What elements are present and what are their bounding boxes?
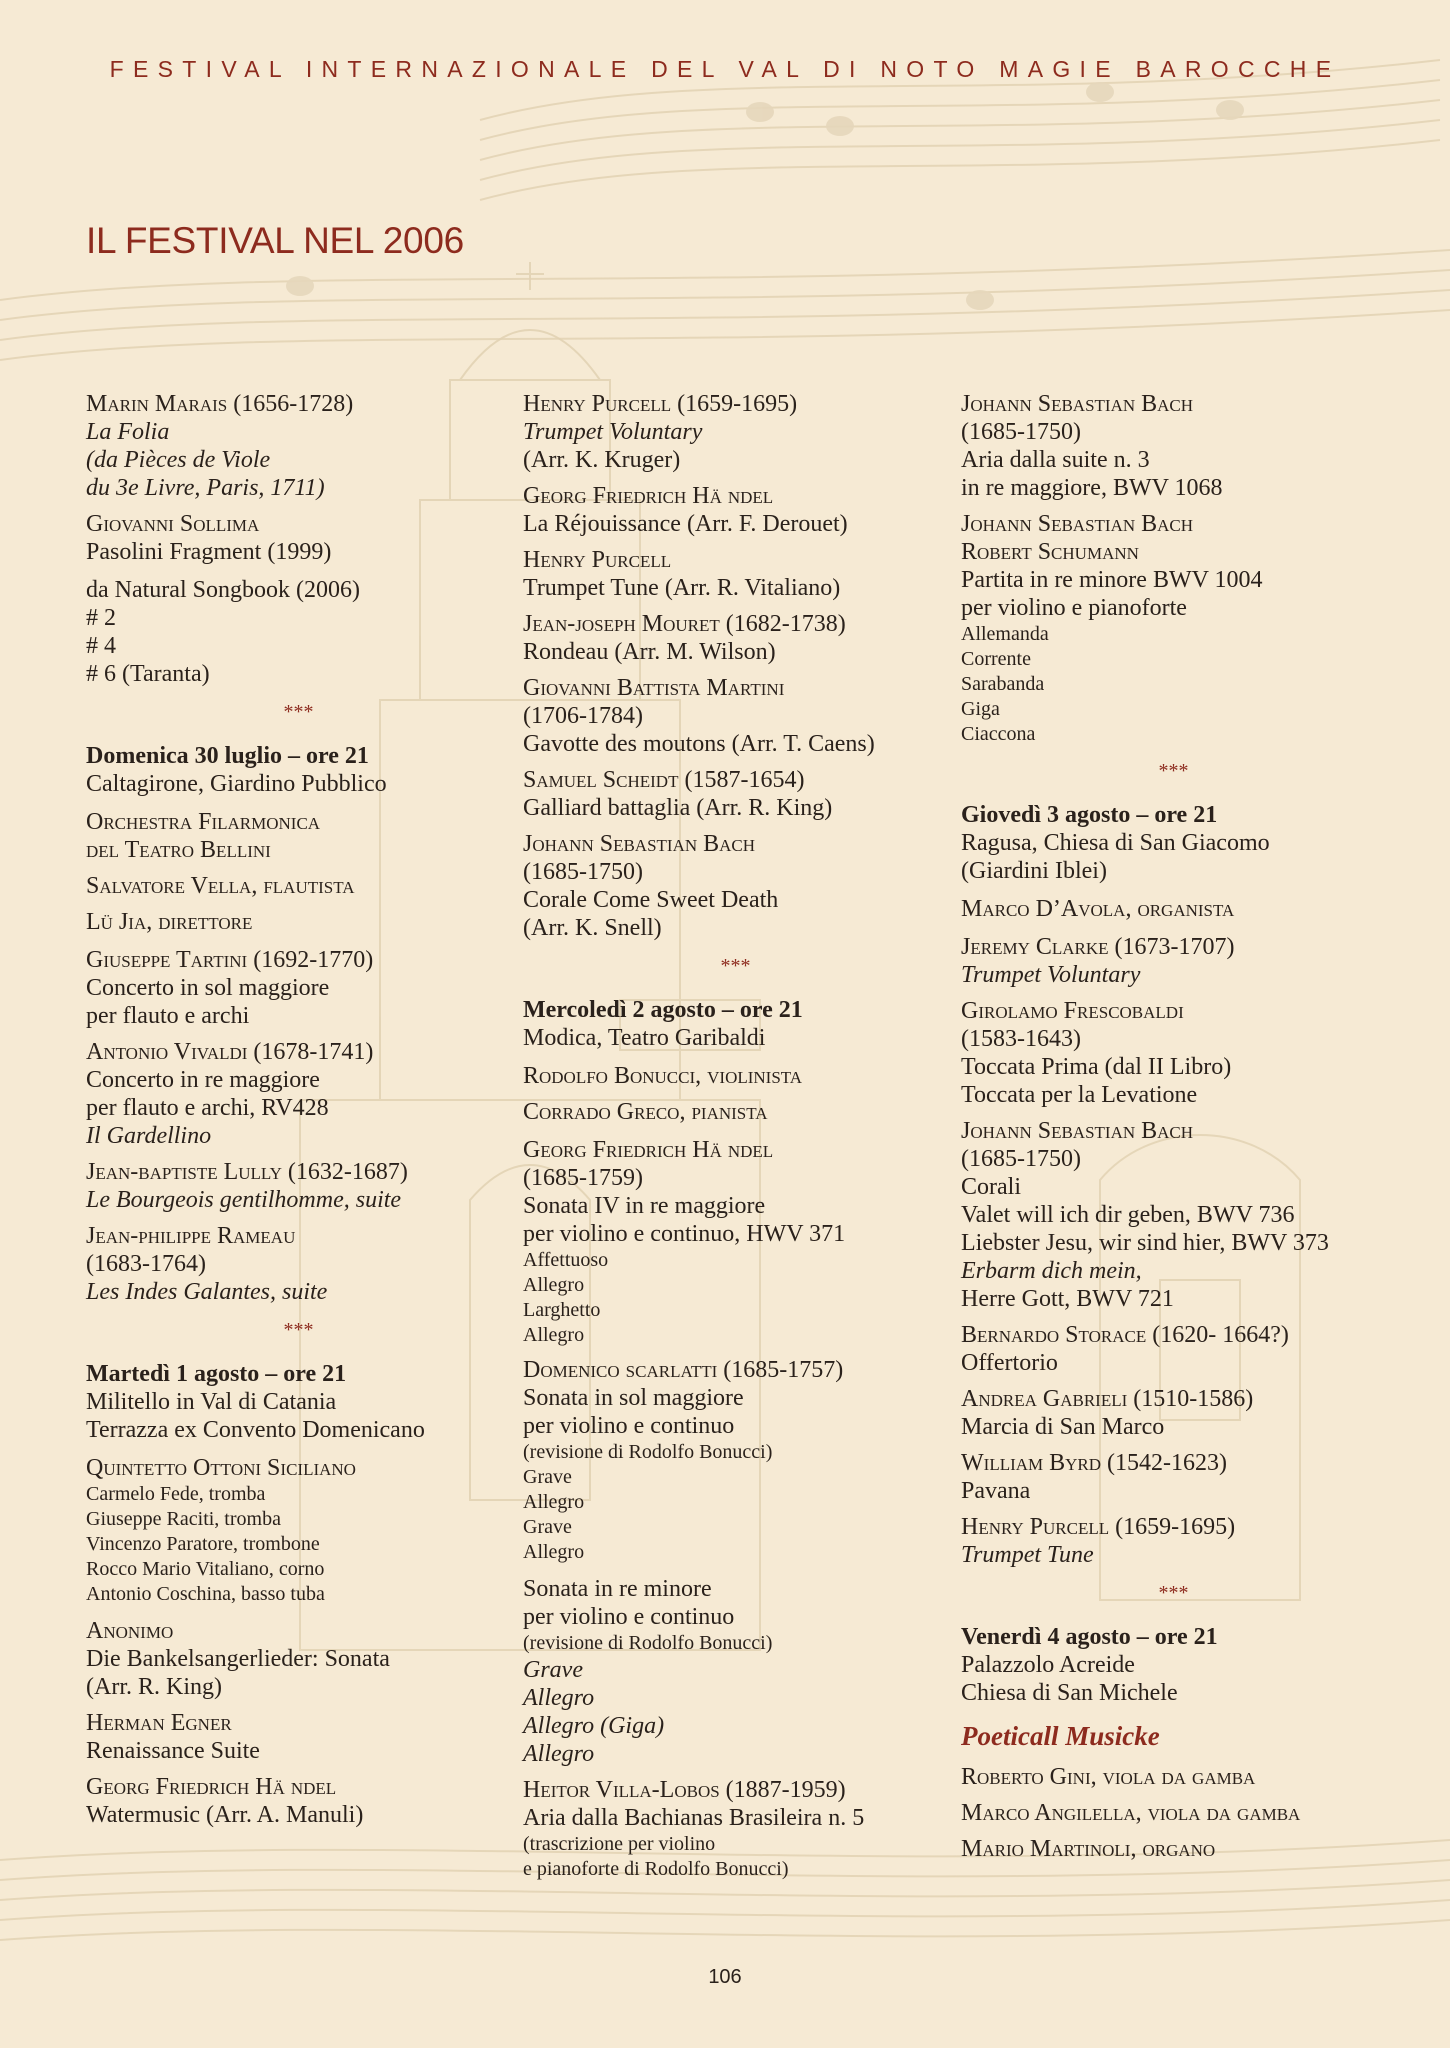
program-line: Palazzolo Acreide: [961, 1652, 1135, 1678]
composer-line: Johann Sebastian Bach: [523, 831, 756, 857]
program-line: (Giardini Iblei): [961, 858, 1107, 884]
composer-line: William Byrd (1542-1623): [961, 1450, 1228, 1476]
movement-line: (trascrizione per violino: [523, 1833, 716, 1855]
composer-line: Jean-baptiste Lully (1632-1687): [86, 1159, 408, 1185]
composer-line: Andrea Gabrieli (1510-1586): [961, 1386, 1254, 1412]
composer-line: Johann Sebastian Bach: [961, 1118, 1194, 1144]
program-line-italic: Erbarm dich mein,: [961, 1258, 1142, 1284]
program-line: per violino e continuo: [523, 1413, 735, 1439]
program-line: # 2: [86, 605, 116, 631]
program-line: Valet will ich dir geben, BWV 736: [961, 1202, 1295, 1228]
movement-line: Allemanda: [961, 623, 1049, 645]
separator-stars: ***: [283, 701, 314, 723]
composer-line: Orchestra Filarmonica: [86, 809, 321, 835]
program-line: (1583-1643): [961, 1026, 1081, 1052]
movement-line: e pianoforte di Rodolfo Bonucci): [523, 1858, 789, 1880]
program-line: (1706-1784): [523, 703, 643, 729]
program-line: da Natural Songbook (2006): [86, 577, 360, 603]
program-line: Offertorio: [961, 1350, 1058, 1376]
program-line: Partita in re minore BWV 1004: [961, 567, 1263, 593]
program-line: Toccata per la Levatione: [961, 1082, 1198, 1108]
program-line-italic: Trumpet Voluntary: [523, 419, 703, 445]
composer-line: Quintetto Ottoni Siciliano: [86, 1455, 356, 1481]
composer-line: Johann Sebastian Bach: [961, 391, 1194, 417]
movement-line: (revisione di Rodolfo Bonucci): [523, 1632, 773, 1654]
program-line: Militello in Val di Catania: [86, 1389, 337, 1415]
composer-line: Henry Purcell: [523, 547, 672, 573]
page-title: IL FESTIVAL NEL 2006: [86, 220, 464, 261]
composer-line: Heitor Villa-Lobos (1887-1959): [523, 1777, 846, 1803]
movement-line: Affettuoso: [523, 1249, 609, 1271]
program-column-1: [86, 390, 511, 1829]
composer-line: Giovanni Battista Martini: [523, 675, 785, 701]
program-line-italic: Allegro: [523, 1685, 595, 1711]
program-line: Pavana: [961, 1478, 1031, 1504]
program-line-italic: Grave: [523, 1657, 583, 1683]
program-column-3: [961, 390, 1386, 1863]
composer-line: Lü Jia, direttore: [86, 909, 253, 935]
program-line: # 4: [86, 633, 116, 659]
program-line: Sonata IV in re maggiore: [523, 1193, 766, 1219]
program-line: Aria dalla Bachianas Brasileira n. 5: [523, 1805, 865, 1831]
program-line: Chiesa di San Michele: [961, 1680, 1178, 1706]
program-line: Toccata Prima (dal II Libro): [961, 1054, 1232, 1080]
program-line: (Arr. R. King): [86, 1674, 222, 1700]
program-line: Ragusa, Chiesa di San Giacomo: [961, 830, 1270, 856]
program-line: Galliard battaglia (Arr. R. King): [523, 795, 833, 821]
program-line-italic: Les Indes Galantes, suite: [86, 1279, 328, 1305]
composer-line: Antonio Vivaldi (1678-1741): [86, 1039, 374, 1065]
program-line: per violino e continuo: [523, 1604, 735, 1630]
composer-line: Marin Marais (1656-1728): [86, 391, 354, 417]
program-line: Corale Come Sweet Death: [523, 887, 779, 913]
program-line: per flauto e archi, RV428: [86, 1095, 329, 1121]
program-line: Modica, Teatro Garibaldi: [523, 1025, 766, 1051]
movement-line: Antonio Coschina, basso tuba: [86, 1583, 325, 1605]
composer-line: Marco Angilella, viola da gamba: [961, 1800, 1301, 1826]
program-line: Marcia di San Marco: [961, 1414, 1165, 1440]
program-line-italic: Il Gardellino: [86, 1123, 212, 1149]
movement-line: Carmelo Fede, tromba: [86, 1483, 266, 1505]
separator-stars: ***: [283, 1319, 314, 1341]
program-line: (1685-1750): [961, 1146, 1081, 1172]
program-line: Terrazza ex Convento Domenicano: [86, 1417, 425, 1443]
program-line-italic: (da Pièces de Viole: [86, 447, 271, 473]
movement-line: Giga: [961, 698, 1000, 720]
concert-date: Martedì 1 agosto – ore 21: [86, 1361, 347, 1387]
composer-line: Anonimo: [86, 1618, 174, 1644]
program-line: Pasolini Fragment (1999): [86, 539, 332, 565]
composer-line: Girolamo Frescobaldi: [961, 998, 1184, 1024]
program-column-2: [523, 390, 948, 1882]
composer-line: Henry Purcell (1659-1695): [523, 391, 798, 417]
composer-line: Marco D’Avola, organista: [961, 896, 1235, 922]
program-line: (1685-1750): [523, 859, 643, 885]
composer-line: Jeremy Clarke (1673-1707): [961, 934, 1235, 960]
program-line: per violino e pianoforte: [961, 595, 1187, 621]
movement-line: Allegro: [523, 1324, 585, 1346]
composer-line: Roberto Gini, viola da gamba: [961, 1764, 1256, 1790]
program-line: Trumpet Tune (Arr. R. Vitaliano): [523, 575, 841, 601]
program-line-italic: Allegro: [523, 1741, 595, 1767]
program-line: (Arr. K. Snell): [523, 915, 662, 941]
movement-line: (revisione di Rodolfo Bonucci): [523, 1441, 773, 1463]
composer-line: Henry Purcell (1659-1695): [961, 1514, 1236, 1540]
composer-line: Rodolfo Bonucci, violinista: [523, 1063, 803, 1089]
composer-line: Jean-joseph Mouret (1682-1738): [523, 611, 846, 637]
program-line-italic: Le Bourgeois gentilhomme, suite: [86, 1187, 402, 1213]
program-line: La Réjouissance (Arr. F. Derouet): [523, 511, 848, 537]
composer-line: Giuseppe Tartini (1692-1770): [86, 947, 374, 973]
program-line: # 6 (Taranta): [86, 661, 210, 687]
composer-line: Jean-philippe Rameau: [86, 1223, 296, 1249]
program-line-italic: du 3e Livre, Paris, 1711): [86, 475, 325, 501]
program-line: (1685-1759): [523, 1165, 643, 1191]
program-line: Renaissance Suite: [86, 1738, 260, 1764]
composer-line: Domenico scarlatti (1685-1757): [523, 1357, 844, 1383]
concert-date: Giovedì 3 agosto – ore 21: [961, 802, 1218, 828]
program-line: Herre Gott, BWV 721: [961, 1286, 1174, 1312]
composer-line: Herman Egner: [86, 1710, 232, 1736]
movement-line: Rocco Mario Vitaliano, corno: [86, 1558, 325, 1580]
composer-line: Corrado Greco, pianista: [523, 1099, 768, 1125]
program-line-italic: La Folia: [86, 419, 170, 445]
program-line-italic: Allegro (Giga): [523, 1713, 665, 1739]
program-line: Watermusic (Arr. A. Manuli): [86, 1802, 364, 1828]
composer-line: Mario Martinoli, organo: [961, 1836, 1216, 1862]
movement-line: Allegro: [523, 1491, 585, 1513]
program-line: Caltagirone, Giardino Pubblico: [86, 771, 387, 797]
program-line: in re maggiore, BWV 1068: [961, 475, 1223, 501]
movement-line: Sarabanda: [961, 673, 1045, 695]
program-line: Rondeau (Arr. M. Wilson): [523, 639, 776, 665]
movement-line: Larghetto: [523, 1299, 601, 1321]
program-line: Gavotte des moutons (Arr. T. Caens): [523, 731, 875, 757]
composer-line: Robert Schumann: [961, 539, 1139, 565]
concert-date: Domenica 30 luglio – ore 21: [86, 743, 369, 769]
program-line: per violino e continuo, HWV 371: [523, 1221, 846, 1247]
program-line: (1683-1764): [86, 1251, 206, 1277]
separator-stars: ***: [1158, 1582, 1189, 1604]
program-line: (Arr. K. Kruger): [523, 447, 681, 473]
program-line: Concerto in re maggiore: [86, 1067, 320, 1093]
movement-line: Allegro: [523, 1541, 585, 1563]
movement-line: Allegro: [523, 1274, 585, 1296]
movement-line: Grave: [523, 1466, 572, 1488]
program-line: Die Bankelsangerlieder: Sonata: [86, 1646, 390, 1672]
movement-line: Ciaccona: [961, 723, 1036, 745]
composer-line: Georg Friedrich Hä ndel: [523, 483, 774, 509]
festival-header: FESTIVAL INTERNAZIONALE DEL VAL DI NOTO MAGIE BAROCCHE: [109, 56, 1341, 82]
composer-line: Salvatore Vella, flautista: [86, 873, 355, 899]
movement-line: Vincenzo Paratore, trombone: [86, 1533, 320, 1555]
program-line: Sonata in sol maggiore: [523, 1385, 744, 1411]
composer-line: Samuel Scheidt (1587-1654): [523, 767, 805, 793]
program-line: Corali: [961, 1174, 1021, 1200]
program-line: Liebster Jesu, wir sind hier, BWV 373: [961, 1230, 1329, 1256]
program-line-italic: Trumpet Tune: [961, 1542, 1094, 1568]
movement-line: Corrente: [961, 648, 1031, 670]
concert-date: Venerdì 4 agosto – ore 21: [961, 1624, 1218, 1650]
ensemble-title: Poeticall Musicke: [961, 1721, 1160, 1751]
program-line-italic: Trumpet Voluntary: [961, 962, 1141, 988]
composer-line: del Teatro Bellini: [86, 837, 271, 863]
program-line: (1685-1750): [961, 419, 1081, 445]
composer-line: Giovanni Sollima: [86, 511, 260, 537]
separator-stars: ***: [720, 955, 751, 977]
movement-line: Grave: [523, 1516, 572, 1538]
movement-line: Giuseppe Raciti, tromba: [86, 1508, 281, 1530]
program-line: Concerto in sol maggiore: [86, 975, 330, 1001]
program-line: Aria dalla suite n. 3: [961, 447, 1150, 473]
program-line: Sonata in re minore: [523, 1576, 712, 1602]
composer-line: Georg Friedrich Hä ndel: [523, 1137, 774, 1163]
concert-date: Mercoledì 2 agosto – ore 21: [523, 997, 803, 1023]
composer-line: Georg Friedrich Hä ndel: [86, 1774, 337, 1800]
page-number: 106: [708, 1966, 742, 1988]
separator-stars: ***: [1158, 760, 1189, 782]
composer-line: Bernardo Storace (1620- 1664?): [961, 1322, 1289, 1348]
composer-line: Johann Sebastian Bach: [961, 511, 1194, 537]
program-line: per flauto e archi: [86, 1003, 250, 1029]
